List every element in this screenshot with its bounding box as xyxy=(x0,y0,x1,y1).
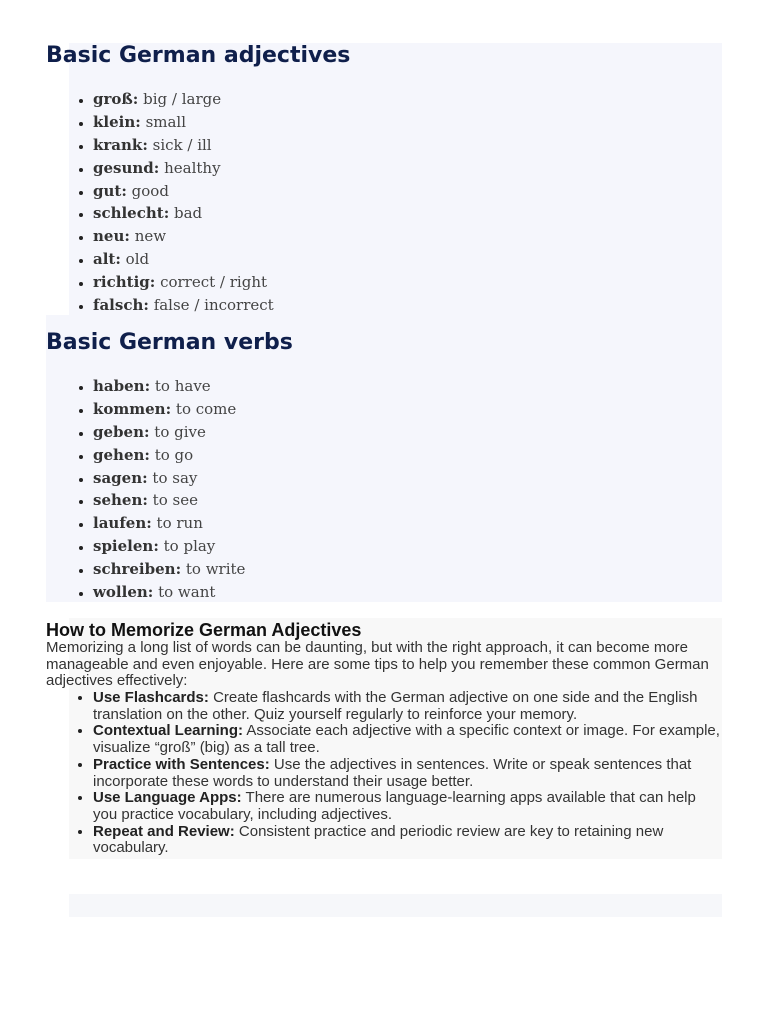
list-item xyxy=(93,690,722,723)
adjective-meaning: small xyxy=(145,112,187,131)
tips-list xyxy=(46,690,722,857)
tip-term: Contextual Learning: xyxy=(93,722,244,740)
empty-panel xyxy=(69,894,722,917)
verb-term: laufen: xyxy=(93,514,152,533)
list-item xyxy=(93,757,722,790)
verb-term: spielen: xyxy=(93,537,159,556)
adjective-meaning: old xyxy=(125,250,150,269)
adjective-term: krank: xyxy=(93,135,148,154)
adjective-term: neu: xyxy=(93,227,130,246)
list-item xyxy=(93,489,245,512)
list-item xyxy=(93,398,245,421)
adjective-term: klein: xyxy=(93,112,141,131)
adjective-meaning: good xyxy=(131,181,169,200)
verb-term: haben: xyxy=(93,377,151,395)
verb-term: kommen: xyxy=(93,399,172,418)
verb-term: geben: xyxy=(93,422,150,441)
list-item xyxy=(93,88,274,111)
list-item xyxy=(93,180,274,203)
verbs-list xyxy=(46,375,245,604)
tip-term: Repeat and Review: xyxy=(93,822,235,840)
adjective-meaning: big / large xyxy=(143,90,222,108)
adjective-meaning: bad xyxy=(174,204,203,223)
adjective-meaning: healthy xyxy=(164,158,221,177)
verb-meaning: to run xyxy=(156,514,203,533)
list-item xyxy=(93,271,274,294)
verb-meaning: to have xyxy=(154,377,211,395)
tip-text: Associate each adjective with a specific context or image. For example, visualize “groß” (big) as a tall tree. xyxy=(93,722,720,757)
tip-term: Use Language Apps: xyxy=(93,789,242,807)
adjective-term: alt: xyxy=(93,250,121,269)
verb-term: schreiben: xyxy=(93,560,182,579)
list-item xyxy=(93,294,274,317)
verb-meaning: to write xyxy=(185,560,246,579)
list-item xyxy=(93,225,274,248)
tip-term: Use Flashcards: xyxy=(93,689,209,706)
adjective-meaning: sick / ill xyxy=(152,135,212,154)
tip-text: There are numerous language-learning apps available that can help you practice vocabulary, including adjectives. xyxy=(93,789,696,823)
adjective-meaning: correct / right xyxy=(160,273,268,292)
tip-text: Use the adjectives in sentences. Write or speak sentences that incorporate these words to understand their usage better. xyxy=(93,755,692,790)
adjective-term: gesund: xyxy=(93,158,160,177)
list-item xyxy=(93,157,274,180)
adjectives-list xyxy=(46,88,274,317)
verb-meaning: to play xyxy=(163,537,216,556)
list-item xyxy=(93,421,245,444)
list-item xyxy=(93,790,722,823)
tips-intro: Memorizing a long list of words can be daunting, but with the right approach, it can become more manageable and even enjoyable. Here are some tips to help you remember these common German adjectives effectively: xyxy=(46,639,709,690)
adjective-meaning: new xyxy=(134,227,167,246)
list-item xyxy=(93,134,274,157)
list-item xyxy=(93,824,722,857)
tip-text: Consistent practice and periodic review are key to retaining new vocabulary. xyxy=(93,822,664,857)
list-item xyxy=(93,723,722,756)
verb-meaning: to see xyxy=(152,491,198,510)
tips-heading: How to Memorize German Adjectives xyxy=(46,620,362,640)
verb-meaning: to say xyxy=(152,468,198,487)
verb-term: sagen: xyxy=(93,468,148,487)
verb-meaning: to give xyxy=(154,422,206,441)
list-item xyxy=(93,111,274,134)
list-item xyxy=(93,375,245,398)
list-item xyxy=(93,248,274,271)
verb-meaning: to want xyxy=(158,583,216,602)
adjectives-title: Basic German adjectives xyxy=(46,43,351,68)
verb-term: wollen: xyxy=(93,583,154,602)
verb-meaning: to go xyxy=(154,445,194,464)
verb-meaning: to come xyxy=(175,399,237,418)
tip-term: Practice with Sentences: xyxy=(93,755,270,773)
verbs-title: Basic German verbs xyxy=(46,330,293,355)
tip-text: Create flashcards with the German adjective on one side and the English translation on the other. Quiz yourself regularly to reinforce your memory. xyxy=(93,689,698,723)
verb-term: gehen: xyxy=(93,445,150,464)
adjective-term: groß: xyxy=(93,90,139,108)
list-item xyxy=(93,558,245,581)
adjective-term: falsch: xyxy=(93,296,149,315)
adjective-term: schlecht: xyxy=(93,204,170,223)
list-item xyxy=(93,512,245,535)
list-item xyxy=(93,202,274,225)
verb-term: sehen: xyxy=(93,491,148,510)
list-item xyxy=(93,467,245,490)
list-item xyxy=(93,581,245,604)
adjective-term: richtig: xyxy=(93,273,156,292)
list-item xyxy=(93,535,245,558)
adjective-meaning: false / incorrect xyxy=(153,296,274,315)
list-item xyxy=(93,444,245,467)
adjective-term: gut: xyxy=(93,181,127,200)
